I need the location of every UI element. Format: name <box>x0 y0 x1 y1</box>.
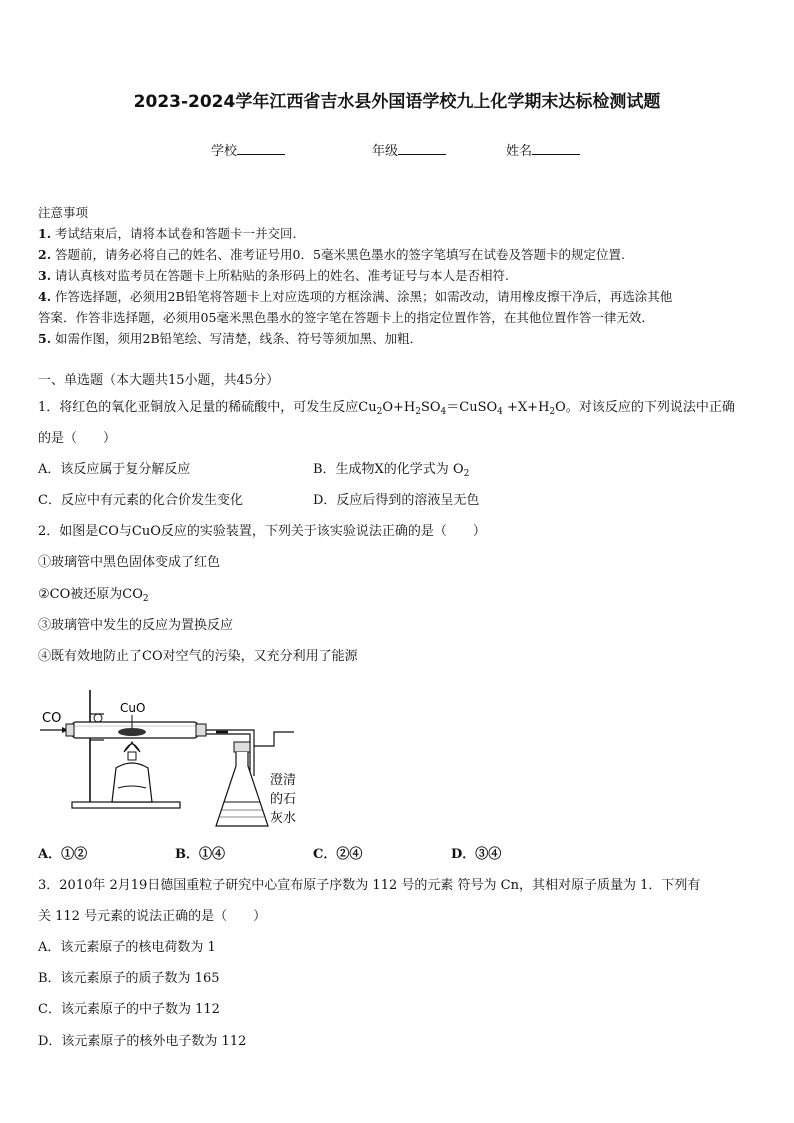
page-title: 2023-2024学年江西省吉水县外国语学校九上化学期末达标检测试题 <box>133 92 661 112</box>
question-2-statement-3: ③玻璃管中发生的反应为置换反应 <box>38 618 234 633</box>
question-3-stem: 3．2010年 2月19日德国重粒子研究中心宣布原子序数为 112 号的元素 符号为 Cn，其相对原子质量为 1．下列有 <box>38 878 701 893</box>
question-1-option-d[interactable]: D．反应后得到的溶液呈无色 <box>313 493 480 508</box>
notice-heading: 注意事项 <box>38 205 89 220</box>
question-2-option-b[interactable]: B．①④ <box>175 847 225 862</box>
question-1-option-a[interactable]: A．该反应属于复分解反应 <box>38 462 191 477</box>
question-2-option-c[interactable]: C．②④ <box>313 847 363 862</box>
school-label: 学校 <box>211 144 238 159</box>
question-1-option-c[interactable]: C．反应中有元素的化合价发生变化 <box>38 493 243 508</box>
notice-item <box>38 266 509 284</box>
notice-item-text: 答题前，请务必将自己的姓名、准考证号用0．5毫米黑色墨水的签字笔填写在试卷及答题卡的规定位置. <box>55 247 625 262</box>
notice-item <box>38 245 625 263</box>
question-1-stem-text: 1．将红色的氧化亚铜放入足量的稀硫酸中，可发生反应 <box>38 400 359 415</box>
notice-item-number: 3. <box>38 268 52 283</box>
question-3-option-b[interactable]: B．该元素原子的质子数为 165 <box>38 971 220 986</box>
school-field[interactable] <box>211 140 285 159</box>
question-2-option-d[interactable]: D．③④ <box>451 847 502 862</box>
limewater-label-line-2: 的石 <box>270 792 297 807</box>
question-2-statement-2: ②CO被还原为$CO_2$ <box>38 587 149 604</box>
name-label: 姓名 <box>506 144 533 159</box>
question-3-option-a[interactable]: A．该元素原子的核电荷数为 1 <box>38 940 216 955</box>
grade-blank[interactable] <box>398 142 446 155</box>
question-1-equation: $Cu_2O+H_2SO_4=CuSO_4 +X+H_2O$ <box>358 400 566 417</box>
question-1-option-b-text: B．生成物X的化学式为 <box>313 462 449 477</box>
question-2-statement-2-text: ②CO被还原为 <box>38 587 123 602</box>
flask-stopper <box>234 742 250 752</box>
flame <box>124 742 140 752</box>
stand-base <box>72 802 180 808</box>
limewater-label-line-1: 澄清 <box>270 773 297 788</box>
name-field[interactable] <box>506 140 580 159</box>
notice-item-text: 考试结束后，请将本试卷和答题卡一并交回. <box>55 226 297 241</box>
alcohol-lamp <box>112 763 152 802</box>
question-3-option-d[interactable]: D．该元素原子的核外电子数为 112 <box>38 1034 247 1049</box>
clamp-screw <box>94 714 102 722</box>
question-1-stem-end: 的是（ ） <box>38 431 117 446</box>
question-1-stem <box>38 396 735 417</box>
notice-item-text: 作答选择题，必须用2B铅笔将答题卡上对应选项的方框涂满、涂黑；如需改动，请用橡皮擦干净后，再选涂其他 <box>55 289 673 304</box>
question-2-stem: 2．如图是CO与CuO反应的实验装置，下列关于该实验说法正确的是（ ） <box>38 524 486 539</box>
notice-item-number: 5. <box>38 331 52 346</box>
question-1-stem-text-2: 。对该反应的下列说法中正确 <box>565 400 735 415</box>
question-2-statement-1: ①玻璃管中黑色固体变成了红色 <box>38 555 221 570</box>
lamp-neck <box>128 752 136 760</box>
notice-item <box>38 287 672 305</box>
notice-item <box>38 329 422 347</box>
question-2-option-a[interactable]: A．①② <box>38 847 88 862</box>
cuo-powder <box>118 728 146 736</box>
co-cuo-apparatus-diagram <box>38 676 318 836</box>
conical-flask <box>216 752 268 826</box>
question-3-stem-end: 关 112 号元素的说法正确的是（ ） <box>38 909 267 924</box>
notice-item-number: 2. <box>38 247 52 262</box>
co-label: CO <box>42 711 62 726</box>
limewater-label-line-3: 灰水 <box>270 811 297 826</box>
tube-left-stopper <box>66 724 74 736</box>
notice-item-text: 如需作图，须用2B铅笔绘、写清楚，线条、符号等须加黑、加粗． <box>55 331 423 346</box>
notice-item-number: 4. <box>38 289 52 304</box>
notice-item-text: 请认真核对监考员在答题卡上所粘贴的条形码上的姓名、准考证号与本人是否相符. <box>55 268 510 283</box>
exhaust-tube <box>254 732 294 746</box>
name-blank[interactable] <box>532 142 580 155</box>
school-blank[interactable] <box>237 142 285 155</box>
notice-item-number: 1. <box>38 226 52 241</box>
question-3-option-c[interactable]: C．该元素原子的中子数为 112 <box>38 1002 220 1017</box>
notice-item-continuation: 答案．作答非选择题，必须用05毫米黑色墨水的签字笔在答题卡上的指定位置作答，在其他位置作答一律无效． <box>38 310 654 325</box>
grade-field[interactable] <box>372 140 446 159</box>
question-1-option-b[interactable]: B．生成物X的化学式为 $O_2$ <box>313 462 470 479</box>
notice-item <box>38 224 297 242</box>
section-heading: 一、单选题（本大题共15小题，共45分） <box>38 373 280 388</box>
tube-right-stopper <box>196 724 206 736</box>
cuo-label: CuO <box>120 701 146 715</box>
grade-label: 年级 <box>372 144 399 159</box>
question-2-statement-4: ④既有效地防止了CO对空气的污染，又充分利用了能源 <box>38 649 358 664</box>
